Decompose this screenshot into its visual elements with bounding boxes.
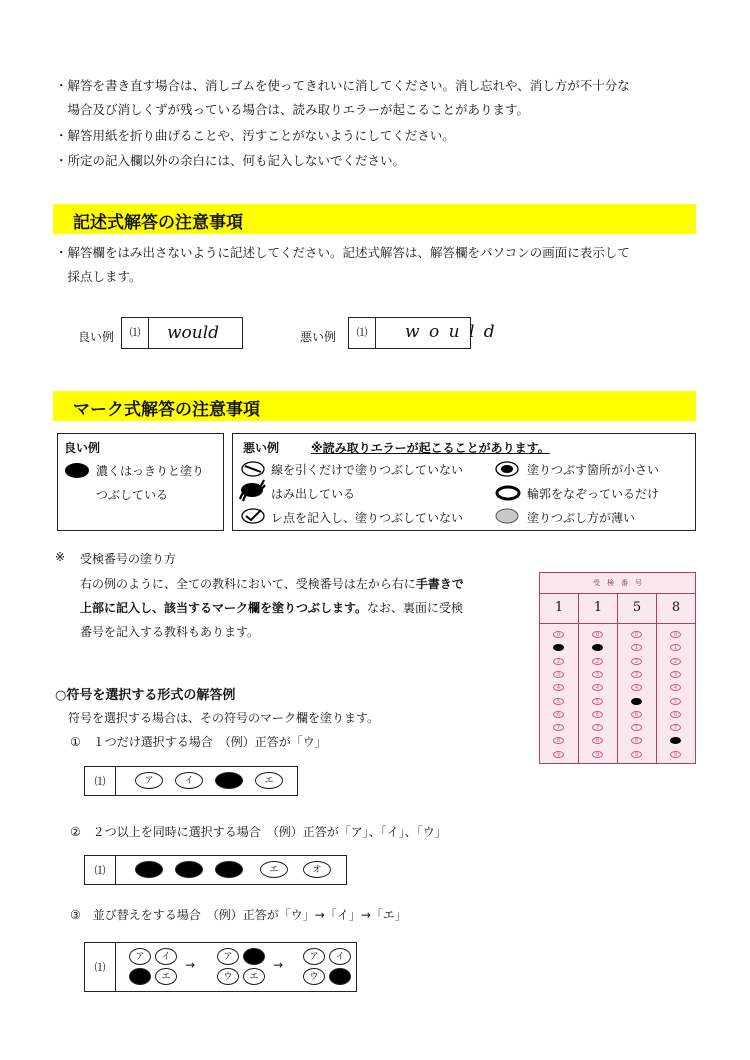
- card-mark-filled: [631, 698, 642, 705]
- card-digit-1: 1: [554, 600, 564, 615]
- good-mark-box: [57, 433, 224, 531]
- card-mark: 9: [631, 751, 642, 758]
- intro-bullet-1-cont: 場合及び消しくずが残っている場合は、読み取りエラーが起こることがあります。: [55, 102, 530, 117]
- case-3-g3-u: ウ: [303, 968, 325, 985]
- case-3-arrow-2: →: [273, 958, 284, 972]
- card-mark: 0: [670, 631, 681, 638]
- card-digit-2: 1: [593, 600, 603, 615]
- card-mark: 0: [553, 631, 564, 638]
- case-2-mark-o: オ: [303, 861, 331, 878]
- case-2-label: ② ２つ以上を同時に選択する場合 （例）正答が「ア」、「イ」、「ウ」: [70, 825, 447, 839]
- card-mark: 4: [631, 684, 642, 691]
- symbol-answer-intro: 符号を選択する場合は、その符号のマーク欄を塗ります。: [68, 711, 380, 725]
- good-mark-text-1: 濃くはっきりと塗り: [96, 464, 205, 478]
- card-mark: 6: [631, 711, 642, 718]
- card-mark-filled: [553, 644, 564, 651]
- bad-item-1: 線を引くだけで塗りつぶしていない: [271, 463, 464, 477]
- card-mark: 5: [592, 698, 603, 705]
- exam-body-1b: 手書きで: [415, 577, 464, 591]
- bad-mark-title: 悪い例: [243, 441, 280, 455]
- case-3-g2-e: エ: [243, 968, 265, 985]
- case-1-label: ① １つだけ選択する場合 （例）正答が「ウ」: [70, 735, 327, 749]
- card-mark-filled: [592, 644, 603, 651]
- written-note-2: 採点します。: [55, 269, 142, 284]
- bad-item-6: 塗りつぶし方が薄い: [527, 511, 636, 525]
- written-note-1: ・解答欄をはみ出さないように記述してください。記述式解答は、解答欄をパソコンの画面に表示して: [55, 245, 630, 260]
- card-mark: 3: [631, 671, 642, 678]
- case-3-g2-a: ア: [217, 948, 239, 965]
- card-mark: 9: [670, 751, 681, 758]
- exam-number-card: [539, 572, 696, 764]
- card-mark: 5: [670, 698, 681, 705]
- filled-mark-icon: [65, 463, 89, 478]
- card-mark: 2: [631, 658, 642, 665]
- case-3-g1-i: イ: [155, 948, 177, 965]
- bad-item-2: 塗りつぶす箇所が小さい: [527, 463, 660, 477]
- card-mark: 6: [592, 711, 603, 718]
- card-column-1: [540, 573, 578, 763]
- card-mark: 6: [553, 711, 564, 718]
- exam-body-line-2: [80, 599, 463, 616]
- case-1-num: ⑴: [85, 767, 116, 795]
- bad-item-4: 輪郭をなぞっているだけ: [527, 487, 660, 501]
- card-mark: 3: [592, 671, 603, 678]
- case-3-g3-i: イ: [329, 948, 351, 965]
- intro-bullet-3: ・所定の記入欄以外の余白には、何も記入しないでください。: [55, 153, 406, 168]
- exam-number-title: 受検番号の塗り方: [80, 552, 177, 566]
- written-section-heading-bar: [53, 204, 696, 234]
- case-2-answer-box: [84, 855, 347, 885]
- case-1-mark-e: エ: [255, 772, 283, 789]
- good-mark-title: 良い例: [64, 441, 101, 455]
- case-3-g2-i-filled: [243, 948, 265, 965]
- small-fill-mark-icon: [495, 461, 519, 477]
- card-mark: 7: [631, 724, 642, 731]
- card-mark: 1: [670, 644, 681, 651]
- card-column-3: [618, 573, 656, 763]
- card-mark: 2: [592, 658, 603, 665]
- case-2-mark-u-filled: [215, 861, 243, 878]
- written-section-heading: 記述式解答の注意事項: [73, 213, 243, 233]
- card-mark: 7: [553, 724, 564, 731]
- case-2-mark-e: エ: [260, 861, 288, 878]
- case-1-mark-a: ア: [135, 772, 163, 789]
- card-mark: 4: [592, 684, 603, 691]
- intro-bullet-2: ・解答用紙を折り曲げることや、汚すことがないようにしてください。: [55, 128, 455, 143]
- good-example-box: [121, 317, 243, 349]
- case-3-g3-a: ア: [303, 948, 325, 965]
- exam-note-mark: ※: [55, 550, 66, 564]
- mark-section-heading: マーク式解答の注意事項: [73, 400, 260, 420]
- card-mark: 2: [553, 658, 564, 665]
- case-3-num: ⑴: [85, 943, 116, 991]
- card-mark: 1: [631, 644, 642, 651]
- bad-example-word: w o u l d: [405, 322, 497, 342]
- card-mark: 8: [553, 737, 564, 744]
- symbol-answer-heading: ○符号を選択する形式の解答例: [55, 688, 236, 703]
- card-digit-4: 8: [671, 600, 681, 615]
- card-mark: 3: [553, 671, 564, 678]
- bad-example-label: 悪い例: [300, 330, 337, 344]
- check-mark-icon: [241, 508, 265, 524]
- exam-body-line-1: [80, 575, 464, 592]
- mark-section-heading-bar: [53, 391, 696, 421]
- card-mark: 8: [592, 737, 603, 744]
- exam-body-2a: 上部に記入し、該当するマーク欄を塗りつぶします。: [80, 601, 368, 615]
- case-3-g1-u-filled: [129, 968, 151, 985]
- case-2-num: ⑴: [85, 856, 116, 884]
- card-mark: 9: [592, 751, 603, 758]
- light-fill-mark-icon: [495, 508, 519, 524]
- card-mark-filled: [670, 737, 681, 744]
- bad-mark-warning: ※読み取りエラーが起こることがあります。: [311, 441, 550, 455]
- case-3-g1-e: エ: [155, 968, 177, 985]
- card-mark: 0: [631, 631, 642, 638]
- case-3-g3-e-filled: [329, 968, 351, 985]
- card-mark: 9: [553, 751, 564, 758]
- exam-body-1a: 右の例のように、全ての教科において、受検番号は左から右に: [80, 577, 416, 591]
- case-2-mark-i-filled: [175, 861, 203, 878]
- bad-mark-box: [232, 433, 696, 531]
- card-mark: 7: [592, 724, 603, 731]
- card-header: 受 検 番 号: [540, 573, 695, 594]
- card-column-2: [579, 573, 617, 763]
- card-mark: 5: [553, 698, 564, 705]
- case-2-mark-a-filled: [135, 861, 163, 878]
- exam-body-3: 番号を記入する教科もあります。: [80, 625, 260, 639]
- case-3-g2-u: ウ: [217, 968, 239, 985]
- card-mark: 7: [670, 724, 681, 731]
- case-3-g1-a: ア: [129, 948, 151, 965]
- case-3-arrow-1: →: [185, 958, 196, 972]
- good-example-label: 良い例: [78, 330, 115, 344]
- good-example-word: would: [167, 323, 220, 343]
- case-3-label: ③ 並び替えをする場合 （例）正答が「ウ」→「イ」→「エ」: [70, 908, 407, 922]
- bad-example-num: ⑴: [349, 318, 376, 348]
- card-mark: 6: [670, 711, 681, 718]
- card-mark: 3: [670, 671, 681, 678]
- card-mark: 4: [553, 684, 564, 691]
- intro-bullet-1: ・解答を書き直す場合は、消しゴムを使ってきれいに消してください。消し忘れや、消し方が不十分な: [55, 78, 630, 93]
- good-example-num: ⑴: [122, 318, 149, 348]
- bad-item-5: レ点を記入し、塗りつぶしていない: [271, 511, 464, 525]
- card-mark: 4: [670, 684, 681, 691]
- card-digit-3: 5: [632, 600, 642, 615]
- bad-item-3: はみ出している: [271, 487, 356, 501]
- outline-only-mark-icon: [495, 485, 521, 501]
- case-1-mark-u-filled: [215, 772, 243, 789]
- card-mark: 0: [592, 631, 603, 638]
- good-mark-text-2: つぶしている: [96, 488, 169, 502]
- overflow-mark-icon: [237, 477, 267, 503]
- exam-body-2b: なお、裏面に受検: [367, 601, 464, 615]
- case-1-mark-i: イ: [175, 772, 203, 789]
- line-only-mark-icon: [241, 461, 265, 477]
- card-mark: 8: [631, 737, 642, 744]
- case-1-answer-box: [84, 766, 298, 796]
- card-column-4: [657, 573, 695, 763]
- card-mark: 2: [670, 658, 681, 665]
- case-3-answer-box: [84, 942, 357, 992]
